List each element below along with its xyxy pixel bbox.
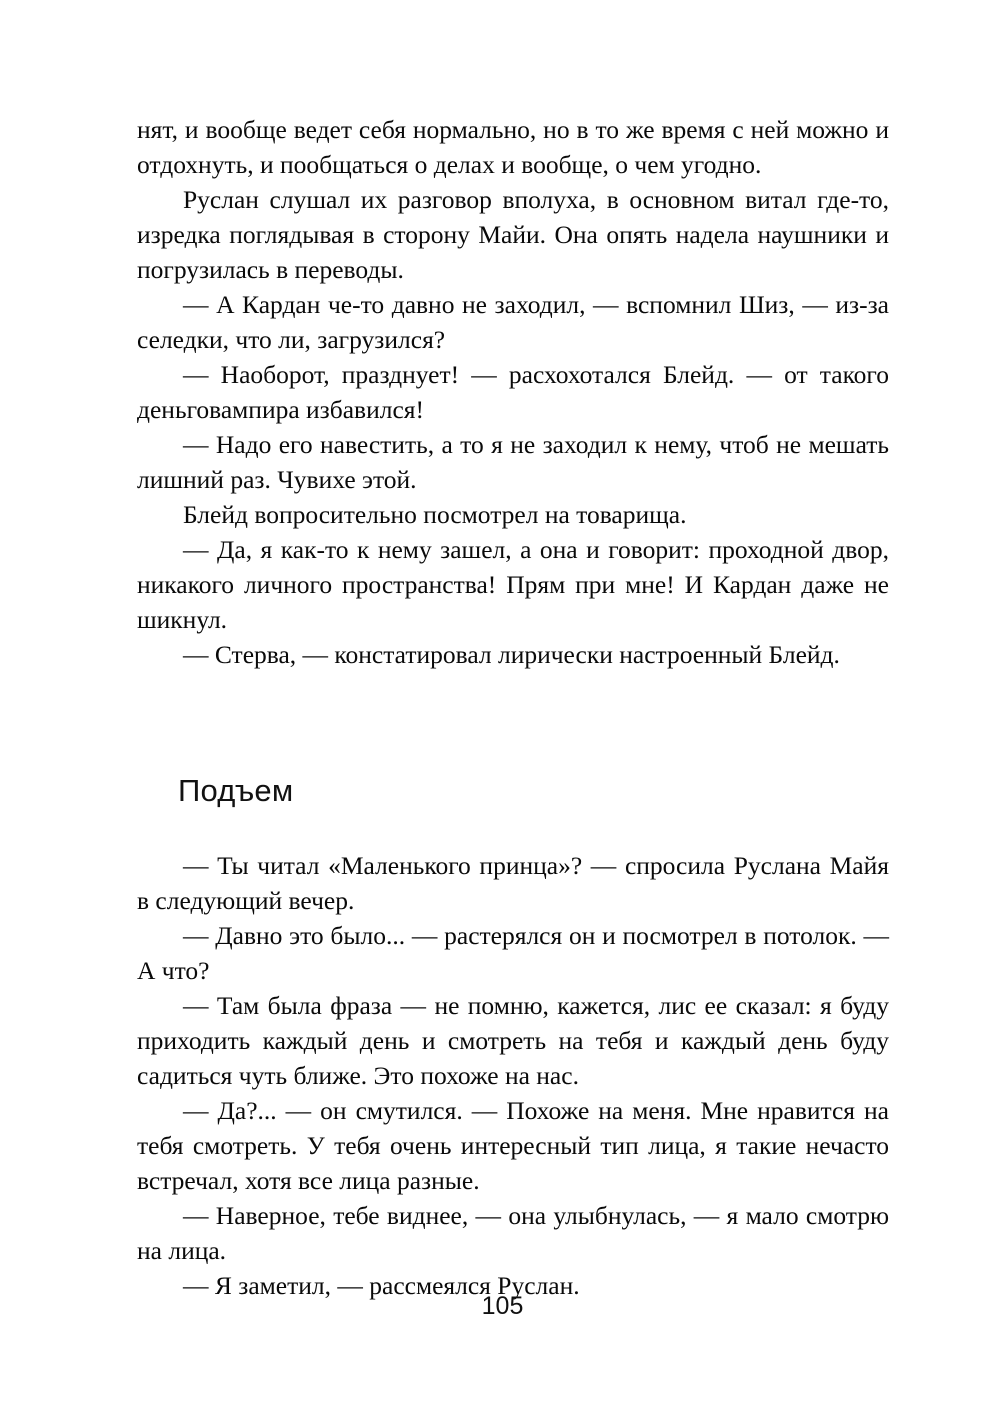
paragraph: — Я заметил, — рассмеялся Руслан. [183,1271,580,1300]
paragraph: — Стерва, — констатировал лирически настроенный Блейд. [183,640,840,669]
paragraph: — А Кардан че-то давно не заходил, — вспомнил Шиз, — из-за селедки, что ли, загрузился? [137,290,889,354]
section-heading: Подъем [178,773,294,808]
paragraph: — Да, я как-то к нему зашел, а она и говорит: проходной двор, никакого личного пространства! Прям при мне! И Кардан даже не шикнул. [137,535,889,634]
body-text-lower [137,848,889,1303]
paragraph: — Да?... — он смутился. — Похоже на меня. Мне нравится на тебя смотреть. У тебя очень интересный тип лица, я такие нечасто встречал, хотя все лица разные. [137,1096,889,1195]
paragraph: Руслан слушал их разговор вполуха, в основном витал где-то, изредка поглядывая в сторону Майи. Она опять надела наушники и погрузилась в переводы. [137,185,889,284]
paragraph: — Надо его навестить, а то я не заходил к нему, чтоб не мешать лишний раз. Чувихе этой. [137,430,889,494]
paragraph: Блейд вопросительно посмотрел на товарища. [183,500,687,529]
paragraph: — Наверное, тебе виднее, — она улыбнулась, — я мало смотрю на лица. [137,1201,889,1265]
paragraph: — Ты читал «Маленького принца»? — спросила Руслана Майя в следующий вечер. [137,851,889,915]
paragraph: нят, и вообще ведет себя нормально, но в то же время с ней можно и отдохнуть, и пообщаться о делах и вообще, о чем угодно. [137,115,889,179]
paragraph: — Наоборот, празднует! — расхохотался Блейд. — от такого деньговампира избавился! [137,360,889,424]
paragraph: — Давно это было... — растерялся он и посмотрел в потолок. — А что? [137,921,889,985]
body-text-upper [137,112,889,672]
page-number: 105 [481,1292,524,1320]
paragraph: — Там была фраза — не помню, кажется, лис ее сказал: я буду приходить каждый день и смотреть на тебя и каждый день буду садиться чуть ближе. Это похоже на нас. [137,991,889,1090]
